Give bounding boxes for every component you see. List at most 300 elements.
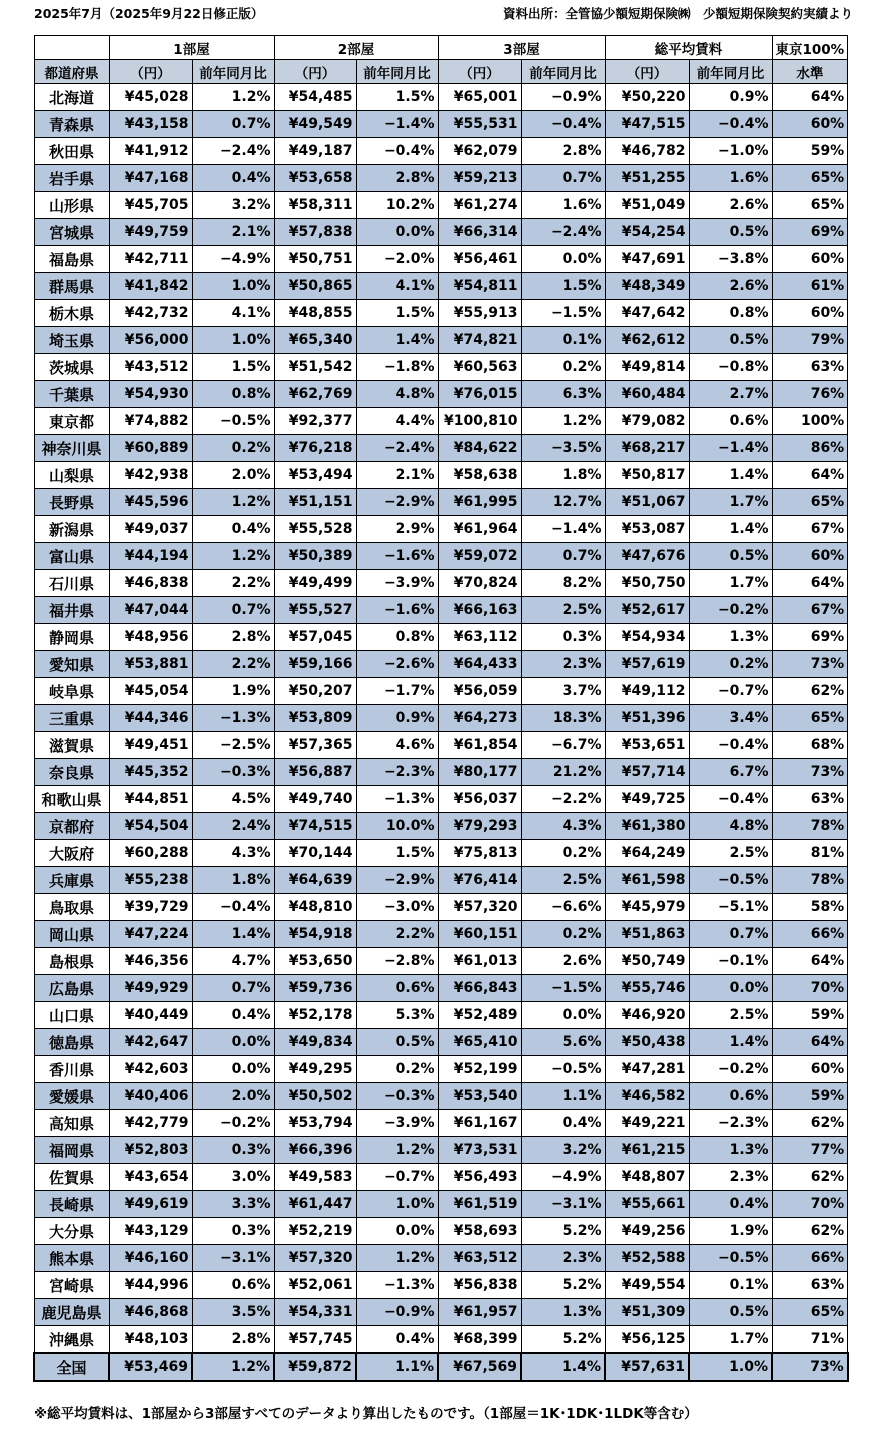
cell-rent-2room: ¥66,396 (274, 1137, 356, 1164)
cell-yoy-3room: 2.5% (521, 867, 605, 894)
table-row (34, 138, 848, 165)
cell-rent-average: ¥61,380 (605, 813, 689, 840)
table-row (34, 894, 848, 921)
cell-prefecture: 山口県 (34, 1002, 109, 1029)
cell-yoy-average: 0.0% (689, 975, 772, 1002)
cell-yoy-average: 1.7% (689, 489, 772, 516)
cell-yoy-1room: 3.3% (192, 1191, 274, 1218)
header-group-average: 総平均賃料 (605, 36, 772, 60)
cell-rent-average: ¥48,349 (605, 273, 689, 300)
cell-yoy-1room: 0.4% (192, 516, 274, 543)
cell-rent-average: ¥53,087 (605, 516, 689, 543)
cell-rent-1room: ¥45,054 (109, 678, 192, 705)
cell-rent-average: ¥54,934 (605, 624, 689, 651)
cell-rent-1room: ¥53,469 (109, 1353, 192, 1381)
cell-rent-2room: ¥54,331 (274, 1299, 356, 1326)
cell-yoy-1room: 2.2% (192, 570, 274, 597)
cell-tokyo-level: 76% (772, 381, 848, 408)
cell-rent-average: ¥64,249 (605, 840, 689, 867)
cell-tokyo-level: 59% (772, 138, 848, 165)
cell-prefecture: 滋賀県 (34, 732, 109, 759)
cell-rent-1room: ¥45,596 (109, 489, 192, 516)
cell-tokyo-level: 64% (772, 462, 848, 489)
cell-yoy-3room: 4.3% (521, 813, 605, 840)
cell-prefecture: 新潟県 (34, 516, 109, 543)
cell-yoy-3room: −4.9% (521, 1164, 605, 1191)
cell-rent-average: ¥45,979 (605, 894, 689, 921)
cell-yoy-2room: −2.9% (356, 489, 438, 516)
cell-rent-average: ¥57,631 (605, 1353, 689, 1381)
header-yoy: 前年同月比 (356, 60, 438, 84)
cell-yoy-3room: 1.4% (521, 1353, 605, 1381)
cell-rent-3room: ¥57,320 (438, 894, 521, 921)
cell-tokyo-level: 65% (772, 192, 848, 219)
table-row (34, 1029, 848, 1056)
cell-rent-2room: ¥49,295 (274, 1056, 356, 1083)
cell-yoy-1room: 2.4% (192, 813, 274, 840)
cell-yoy-3room: 21.2% (521, 759, 605, 786)
cell-yoy-2room: −2.9% (356, 867, 438, 894)
cell-yoy-average: 6.7% (689, 759, 772, 786)
cell-yoy-average: 0.7% (689, 921, 772, 948)
cell-rent-2room: ¥49,583 (274, 1164, 356, 1191)
cell-rent-average: ¥68,217 (605, 435, 689, 462)
cell-prefecture: 群馬県 (34, 273, 109, 300)
cell-prefecture: 大分県 (34, 1218, 109, 1245)
cell-rent-2room: ¥54,918 (274, 921, 356, 948)
cell-yoy-2room: −2.8% (356, 948, 438, 975)
cell-prefecture: 愛知県 (34, 651, 109, 678)
cell-tokyo-level: 61% (772, 273, 848, 300)
cell-yoy-1room: 3.5% (192, 1299, 274, 1326)
cell-yoy-average: 2.6% (689, 192, 772, 219)
report-period: 2025年7月（2025年9月22日修正版） (34, 6, 264, 21)
cell-rent-2room: ¥55,528 (274, 516, 356, 543)
cell-tokyo-level: 69% (772, 219, 848, 246)
table-row (34, 948, 848, 975)
cell-yoy-1room: 0.3% (192, 1218, 274, 1245)
header-row-units (34, 60, 848, 84)
cell-rent-average: ¥53,651 (605, 732, 689, 759)
cell-rent-3room: ¥59,213 (438, 165, 521, 192)
cell-rent-average: ¥47,676 (605, 543, 689, 570)
cell-rent-average: ¥49,814 (605, 354, 689, 381)
cell-yoy-average: 1.7% (689, 1326, 772, 1354)
cell-yoy-3room: 3.2% (521, 1137, 605, 1164)
table-row (34, 462, 848, 489)
cell-prefecture: 岐阜県 (34, 678, 109, 705)
cell-rent-2room: ¥65,340 (274, 327, 356, 354)
cell-rent-average: ¥56,125 (605, 1326, 689, 1354)
cell-rent-average: ¥62,612 (605, 327, 689, 354)
cell-yoy-2room: 4.1% (356, 273, 438, 300)
cell-rent-average: ¥50,220 (605, 84, 689, 111)
cell-yoy-1room: −1.3% (192, 705, 274, 732)
cell-tokyo-level: 70% (772, 975, 848, 1002)
cell-rent-1room: ¥45,352 (109, 759, 192, 786)
cell-rent-average: ¥46,582 (605, 1083, 689, 1110)
cell-yoy-1room: 1.0% (192, 273, 274, 300)
cell-yoy-3room: 2.8% (521, 138, 605, 165)
cell-tokyo-level: 64% (772, 570, 848, 597)
cell-rent-average: ¥60,484 (605, 381, 689, 408)
cell-rent-3room: ¥63,112 (438, 624, 521, 651)
table-row (34, 651, 848, 678)
cell-rent-2room: ¥49,834 (274, 1029, 356, 1056)
cell-rent-3room: ¥65,001 (438, 84, 521, 111)
table-row (34, 354, 848, 381)
cell-tokyo-level: 63% (772, 786, 848, 813)
cell-yoy-average: 0.5% (689, 327, 772, 354)
cell-tokyo-level: 60% (772, 300, 848, 327)
cell-yoy-1room: 3.0% (192, 1164, 274, 1191)
cell-yoy-1room: 1.4% (192, 921, 274, 948)
cell-rent-2room: ¥59,872 (274, 1353, 356, 1381)
cell-rent-average: ¥50,749 (605, 948, 689, 975)
cell-rent-2room: ¥52,219 (274, 1218, 356, 1245)
cell-yoy-1room: 4.5% (192, 786, 274, 813)
cell-rent-3room: ¥64,273 (438, 705, 521, 732)
cell-rent-1room: ¥49,759 (109, 219, 192, 246)
cell-rent-average: ¥61,598 (605, 867, 689, 894)
cell-rent-3room: ¥56,493 (438, 1164, 521, 1191)
cell-rent-2room: ¥52,061 (274, 1272, 356, 1299)
cell-rent-2room: ¥50,865 (274, 273, 356, 300)
cell-rent-3room: ¥61,964 (438, 516, 521, 543)
cell-rent-1room: ¥60,889 (109, 435, 192, 462)
cell-tokyo-level: 62% (772, 1218, 848, 1245)
cell-rent-average: ¥46,920 (605, 1002, 689, 1029)
table-row (34, 1326, 848, 1354)
cell-rent-3room: ¥53,540 (438, 1083, 521, 1110)
cell-rent-3room: ¥80,177 (438, 759, 521, 786)
cell-tokyo-level: 62% (772, 678, 848, 705)
table-row (34, 1218, 848, 1245)
cell-prefecture: 鳥取県 (34, 894, 109, 921)
cell-rent-average: ¥52,617 (605, 597, 689, 624)
cell-yoy-1room: 2.8% (192, 624, 274, 651)
cell-prefecture: 徳島県 (34, 1029, 109, 1056)
cell-yoy-average: 0.2% (689, 651, 772, 678)
cell-prefecture: 秋田県 (34, 138, 109, 165)
cell-yoy-3room: 18.3% (521, 705, 605, 732)
cell-yoy-2room: 0.2% (356, 1056, 438, 1083)
cell-yoy-1room: −4.9% (192, 246, 274, 273)
cell-tokyo-level: 66% (772, 1245, 848, 1272)
cell-prefecture: 香川県 (34, 1056, 109, 1083)
cell-rent-average: ¥49,256 (605, 1218, 689, 1245)
cell-yoy-2room: 4.6% (356, 732, 438, 759)
cell-yoy-3room: 0.7% (521, 543, 605, 570)
cell-rent-1room: ¥43,158 (109, 111, 192, 138)
cell-tokyo-level: 65% (772, 705, 848, 732)
cell-yoy-average: −0.4% (689, 732, 772, 759)
cell-rent-3room: ¥67,569 (438, 1353, 521, 1381)
cell-yoy-average: 2.5% (689, 1002, 772, 1029)
cell-yoy-average: 2.7% (689, 381, 772, 408)
cell-prefecture: 沖縄県 (34, 1326, 109, 1354)
cell-rent-2room: ¥48,855 (274, 300, 356, 327)
cell-rent-1room: ¥44,851 (109, 786, 192, 813)
cell-yoy-2room: 2.2% (356, 921, 438, 948)
cell-prefecture: 宮城県 (34, 219, 109, 246)
cell-rent-3room: ¥60,151 (438, 921, 521, 948)
cell-yoy-2room: 0.0% (356, 219, 438, 246)
cell-yoy-1room: 1.9% (192, 678, 274, 705)
cell-rent-1room: ¥42,711 (109, 246, 192, 273)
cell-rent-1room: ¥60,288 (109, 840, 192, 867)
cell-yoy-2room: 2.1% (356, 462, 438, 489)
cell-yoy-3room: −0.9% (521, 84, 605, 111)
header-yen: （円） (605, 60, 689, 84)
cell-rent-3room: ¥61,274 (438, 192, 521, 219)
table-row (34, 300, 848, 327)
cell-rent-average: ¥50,817 (605, 462, 689, 489)
cell-rent-2room: ¥57,745 (274, 1326, 356, 1354)
cell-yoy-2room: 1.0% (356, 1191, 438, 1218)
cell-yoy-1room: 2.2% (192, 651, 274, 678)
cell-rent-2room: ¥53,494 (274, 462, 356, 489)
cell-prefecture: 佐賀県 (34, 1164, 109, 1191)
cell-rent-3room: ¥73,531 (438, 1137, 521, 1164)
cell-prefecture: 静岡県 (34, 624, 109, 651)
cell-yoy-1room: 1.8% (192, 867, 274, 894)
cell-prefecture: 長野県 (34, 489, 109, 516)
cell-yoy-2room: 0.4% (356, 1326, 438, 1354)
cell-yoy-average: −0.2% (689, 1056, 772, 1083)
cell-yoy-2room: 10.0% (356, 813, 438, 840)
cell-rent-2room: ¥50,389 (274, 543, 356, 570)
cell-rent-1room: ¥42,779 (109, 1110, 192, 1137)
cell-rent-average: ¥49,112 (605, 678, 689, 705)
cell-yoy-1room: 1.2% (192, 489, 274, 516)
cell-yoy-1room: 1.5% (192, 354, 274, 381)
cell-tokyo-level: 79% (772, 327, 848, 354)
cell-rent-average: ¥50,438 (605, 1029, 689, 1056)
table-row (34, 786, 848, 813)
cell-rent-average: ¥48,807 (605, 1164, 689, 1191)
table-row (34, 732, 848, 759)
cell-yoy-2room: −3.9% (356, 570, 438, 597)
cell-yoy-3room: −6.7% (521, 732, 605, 759)
header-blank (34, 36, 109, 60)
cell-yoy-1room: 0.3% (192, 1137, 274, 1164)
table-row (34, 1110, 848, 1137)
cell-rent-1room: ¥45,705 (109, 192, 192, 219)
table-body (34, 84, 848, 1382)
cell-rent-2room: ¥50,751 (274, 246, 356, 273)
cell-yoy-3room: 1.3% (521, 1299, 605, 1326)
cell-yoy-average: 0.9% (689, 84, 772, 111)
cell-yoy-3room: 0.0% (521, 1002, 605, 1029)
cell-rent-1room: ¥44,346 (109, 705, 192, 732)
cell-rent-3room: ¥63,512 (438, 1245, 521, 1272)
cell-rent-3room: ¥62,079 (438, 138, 521, 165)
cell-rent-3room: ¥61,167 (438, 1110, 521, 1137)
table-row (34, 435, 848, 462)
cell-yoy-2room: 10.2% (356, 192, 438, 219)
cell-rent-average: ¥47,642 (605, 300, 689, 327)
cell-yoy-3room: 8.2% (521, 570, 605, 597)
cell-yoy-2room: 0.0% (356, 1218, 438, 1245)
cell-yoy-3room: 0.2% (521, 354, 605, 381)
cell-yoy-1room: 0.7% (192, 111, 274, 138)
cell-tokyo-level: 81% (772, 840, 848, 867)
cell-prefecture: 岩手県 (34, 165, 109, 192)
cell-yoy-1room: −3.1% (192, 1245, 274, 1272)
table-row (34, 246, 848, 273)
cell-rent-1room: ¥43,654 (109, 1164, 192, 1191)
cell-rent-average: ¥57,714 (605, 759, 689, 786)
cell-rent-2room: ¥57,365 (274, 732, 356, 759)
cell-rent-average: ¥49,221 (605, 1110, 689, 1137)
cell-rent-3room: ¥64,433 (438, 651, 521, 678)
cell-rent-2room: ¥74,515 (274, 813, 356, 840)
cell-yoy-average: −0.7% (689, 678, 772, 705)
cell-yoy-3room: 0.0% (521, 246, 605, 273)
table-row (34, 273, 848, 300)
cell-rent-3room: ¥68,399 (438, 1326, 521, 1354)
cell-rent-1room: ¥40,406 (109, 1083, 192, 1110)
cell-yoy-2room: 1.5% (356, 840, 438, 867)
cell-prefecture: 熊本県 (34, 1245, 109, 1272)
cell-rent-3room: ¥60,563 (438, 354, 521, 381)
cell-tokyo-level: 67% (772, 597, 848, 624)
table-row (34, 705, 848, 732)
cell-rent-3room: ¥66,163 (438, 597, 521, 624)
cell-yoy-average: 1.4% (689, 462, 772, 489)
table-row (34, 516, 848, 543)
cell-yoy-average: 1.6% (689, 165, 772, 192)
cell-yoy-2room: 1.5% (356, 84, 438, 111)
table-row (34, 1164, 848, 1191)
cell-yoy-average: 0.4% (689, 1191, 772, 1218)
cell-yoy-2room: −1.6% (356, 543, 438, 570)
cell-rent-3room: ¥66,843 (438, 975, 521, 1002)
cell-yoy-1room: −0.3% (192, 759, 274, 786)
cell-rent-2room: ¥54,485 (274, 84, 356, 111)
cell-rent-1room: ¥47,044 (109, 597, 192, 624)
cell-yoy-3room: 5.2% (521, 1326, 605, 1354)
cell-yoy-1room: 4.7% (192, 948, 274, 975)
cell-rent-2room: ¥49,740 (274, 786, 356, 813)
report-source: 資料出所：全管協少額短期保険㈱ 少額短期保険契約実績より (502, 6, 853, 21)
cell-yoy-average: −5.1% (689, 894, 772, 921)
cell-yoy-2room: −2.0% (356, 246, 438, 273)
cell-prefecture: 宮崎県 (34, 1272, 109, 1299)
cell-tokyo-level: 100% (772, 408, 848, 435)
cell-yoy-2room: 1.5% (356, 300, 438, 327)
table-row (34, 921, 848, 948)
cell-yoy-average: 0.5% (689, 219, 772, 246)
cell-prefecture: 栃木県 (34, 300, 109, 327)
cell-rent-1room: ¥74,882 (109, 408, 192, 435)
header-yoy: 前年同月比 (192, 60, 274, 84)
table-row (34, 813, 848, 840)
cell-rent-average: ¥51,049 (605, 192, 689, 219)
cell-yoy-average: 4.8% (689, 813, 772, 840)
cell-prefecture: 三重県 (34, 705, 109, 732)
cell-yoy-3room: 2.6% (521, 948, 605, 975)
cell-rent-3room: ¥100,810 (438, 408, 521, 435)
table-row (34, 489, 848, 516)
cell-yoy-average: 0.6% (689, 1083, 772, 1110)
cell-rent-3room: ¥58,638 (438, 462, 521, 489)
cell-prefecture: 東京都 (34, 408, 109, 435)
cell-yoy-average: 0.1% (689, 1272, 772, 1299)
cell-rent-2room: ¥50,207 (274, 678, 356, 705)
cell-yoy-average: −0.1% (689, 948, 772, 975)
cell-yoy-average: 1.3% (689, 1137, 772, 1164)
cell-yoy-3room: 0.4% (521, 1110, 605, 1137)
cell-rent-3room: ¥58,693 (438, 1218, 521, 1245)
cell-rent-2room: ¥50,502 (274, 1083, 356, 1110)
cell-prefecture: 岡山県 (34, 921, 109, 948)
cell-yoy-2room: −1.4% (356, 111, 438, 138)
cell-rent-average: ¥55,746 (605, 975, 689, 1002)
cell-yoy-1room: 1.2% (192, 84, 274, 111)
table-row (34, 975, 848, 1002)
cell-prefecture: 和歌山県 (34, 786, 109, 813)
cell-rent-3room: ¥56,037 (438, 786, 521, 813)
cell-yoy-2room: −2.6% (356, 651, 438, 678)
cell-tokyo-level: 66% (772, 921, 848, 948)
cell-rent-2room: ¥49,549 (274, 111, 356, 138)
cell-yoy-2room: −0.4% (356, 138, 438, 165)
cell-rent-3room: ¥61,519 (438, 1191, 521, 1218)
cell-rent-1room: ¥41,842 (109, 273, 192, 300)
cell-rent-1room: ¥42,732 (109, 300, 192, 327)
cell-rent-1room: ¥40,449 (109, 1002, 192, 1029)
cell-rent-2room: ¥59,166 (274, 651, 356, 678)
cell-yoy-average: 1.0% (689, 1353, 772, 1381)
cell-yoy-3room: 0.3% (521, 624, 605, 651)
cell-prefecture: 奈良県 (34, 759, 109, 786)
cell-yoy-average: −0.5% (689, 867, 772, 894)
cell-rent-2room: ¥92,377 (274, 408, 356, 435)
cell-rent-3room: ¥74,821 (438, 327, 521, 354)
footnote: ※総平均賃料は、1部屋から3部屋すべてのデータより算出したものです。（1部屋＝1K･1DK･1LDK等含む） (34, 1406, 698, 1422)
cell-yoy-1room: 1.2% (192, 543, 274, 570)
cell-rent-1room: ¥53,881 (109, 651, 192, 678)
cell-tokyo-level: 63% (772, 1272, 848, 1299)
cell-yoy-average: 1.9% (689, 1218, 772, 1245)
cell-yoy-average: −0.4% (689, 786, 772, 813)
cell-prefecture: 長崎県 (34, 1191, 109, 1218)
total-row (34, 1353, 848, 1381)
header-row-groups (34, 36, 848, 60)
cell-yoy-2room: 1.2% (356, 1137, 438, 1164)
cell-rent-average: ¥51,309 (605, 1299, 689, 1326)
cell-rent-3room: ¥84,622 (438, 435, 521, 462)
cell-rent-3room: ¥70,824 (438, 570, 521, 597)
cell-yoy-average: 2.5% (689, 840, 772, 867)
cell-rent-average: ¥61,215 (605, 1137, 689, 1164)
table-row (34, 327, 848, 354)
cell-yoy-3room: 2.3% (521, 651, 605, 678)
cell-rent-3room: ¥66,314 (438, 219, 521, 246)
cell-yoy-average: −0.2% (689, 597, 772, 624)
cell-yoy-average: 0.5% (689, 1299, 772, 1326)
cell-prefecture: 福島県 (34, 246, 109, 273)
cell-yoy-3room: 6.3% (521, 381, 605, 408)
cell-yoy-3room: 2.3% (521, 1245, 605, 1272)
table-row (34, 1137, 848, 1164)
cell-yoy-3room: −1.5% (521, 975, 605, 1002)
cell-yoy-2room: −1.3% (356, 1272, 438, 1299)
cell-tokyo-level: 68% (772, 732, 848, 759)
cell-yoy-3room: −1.4% (521, 516, 605, 543)
